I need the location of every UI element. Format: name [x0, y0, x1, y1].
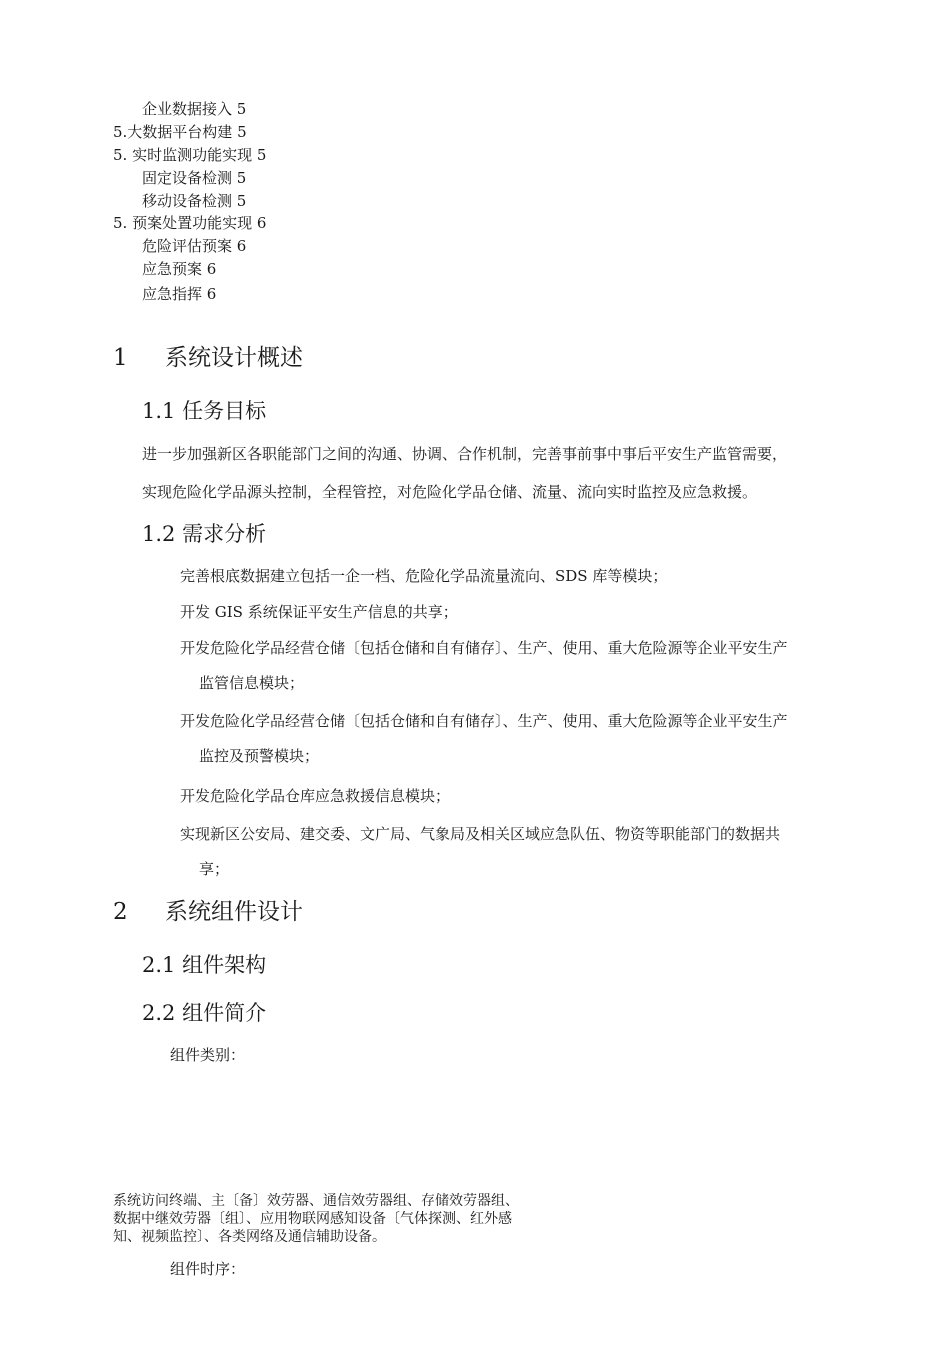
section-heading: [113, 344, 303, 372]
list-item: 开发危险化学品经营仓储〔包括仓储和自有储存〕、生产、使用、重大危险源等企业平安生产: [180, 712, 788, 730]
section-number: 2: [113, 899, 128, 925]
toc-entry[interactable]: 企业数据接入 5: [142, 100, 247, 118]
subsection-heading: 2.1 组件架构: [142, 953, 267, 977]
list-item-continuation: 监管信息模块；: [199, 674, 305, 692]
component-category-line: 知、视频监控〕、各类网络及通信辅助设备。: [113, 1229, 386, 1245]
paragraph-line: 进一步加强新区各职能部门之间的沟通、协调、合作机制，完善事前事中事后平安生产监管需要，: [142, 445, 788, 463]
list-item: 开发危险化学品仓库应急救援信息模块；: [180, 787, 451, 805]
section-title: 系统组件设计: [165, 899, 303, 925]
toc-entry[interactable]: 应急预案 6: [142, 260, 217, 278]
list-item: 开发危险化学品经营仓储〔包括仓储和自有储存〕、生产、使用、重大危险源等企业平安生产: [180, 639, 788, 657]
toc-entry[interactable]: 危险评估预案 6: [142, 237, 247, 255]
list-item: 实现新区公安局、建交委、文广局、气象局及相关区域应急队伍、物资等职能部门的数据共: [180, 825, 781, 843]
component-category-line: 数据中继效劳器〔组〕、应用物联网感知设备〔气体探测、红外感: [113, 1211, 512, 1227]
list-item-continuation: 监控及预警模块；: [199, 747, 320, 765]
toc-entry[interactable]: 5. 预案处置功能实现 6: [113, 214, 267, 232]
section-number: 1: [113, 345, 128, 371]
toc-entry[interactable]: 5. 实时监测功能实现 5: [113, 146, 267, 164]
component-category-label: 组件类别：: [170, 1046, 246, 1064]
list-item: 完善根底数据建立包括一企一档、危险化学品流量流向、SDS 库等模块；: [180, 567, 668, 585]
toc-entry[interactable]: 5.大数据平台构建 5: [113, 123, 247, 141]
paragraph-line: 实现危险化学品源头控制，全程管控，对危险化学品仓储、流量、流向实时监控及应急救援。: [142, 483, 758, 501]
toc-entry[interactable]: 应急指挥 6: [142, 285, 217, 303]
subsection-heading: 1.1 任务目标: [142, 399, 267, 423]
section-title: 系统设计概述: [165, 345, 303, 371]
list-item-continuation: 享；: [199, 860, 230, 878]
subsection-heading: 1.2 需求分析: [142, 522, 267, 546]
toc-entry[interactable]: 固定设备检测 5: [142, 169, 247, 187]
component-category-line: 系统访问终端、主〔备〕效劳器、通信效劳器组、存储效劳器组、: [113, 1193, 519, 1209]
subsection-heading: 2.2 组件简介: [142, 1001, 267, 1025]
toc-entry[interactable]: 移动设备检测 5: [142, 192, 247, 210]
section-heading: [113, 898, 303, 926]
list-item: 开发 GIS 系统保证平安生产信息的共享；: [180, 603, 458, 621]
component-timing-label: 组件时序：: [170, 1260, 246, 1278]
